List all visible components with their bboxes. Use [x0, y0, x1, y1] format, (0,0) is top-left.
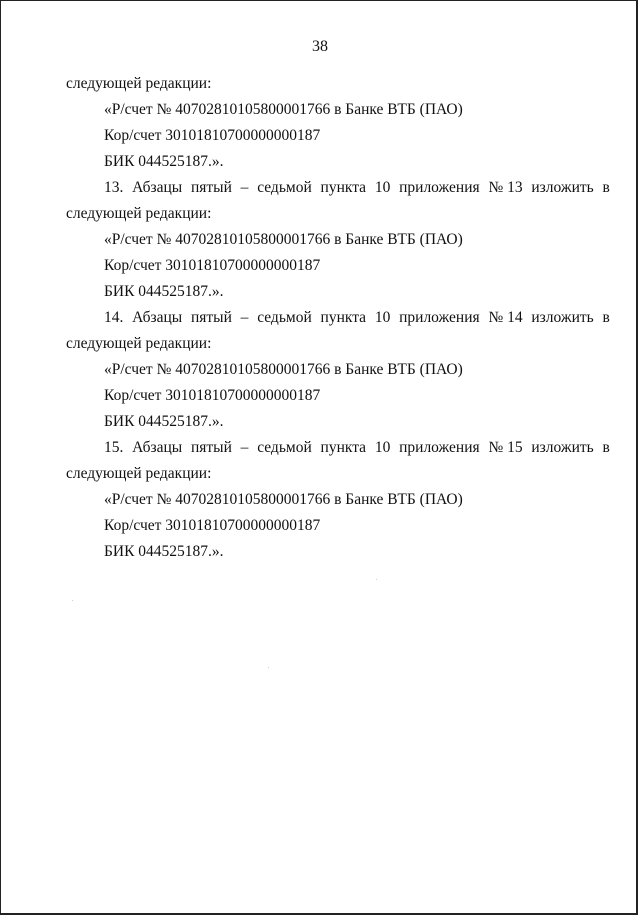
page-number: 38 [312, 38, 328, 55]
heading-word: пункта [320, 179, 367, 196]
corr-account-line: Кор/счет 30101810700000000187 [104, 127, 321, 144]
heading-word: изложить [531, 309, 594, 326]
bik-line: БИК 044525187.». [104, 283, 224, 300]
heading-word: 13. [104, 179, 124, 196]
heading-word: пункта [320, 309, 367, 326]
paragraph-14-heading [66, 305, 610, 331]
account-line: «Р/счет № 40702810105800001766 в Банке ВТБ (ПАО) [104, 361, 463, 378]
heading-word: 15. [104, 439, 124, 456]
corr-account-line: Кор/счет 30101810700000000187 [104, 387, 321, 404]
continuation-line: следующей редакции: [66, 205, 212, 222]
bik-line: БИК 044525187.». [104, 413, 224, 430]
heading-word: приложения [399, 179, 480, 196]
heading-word: в [602, 309, 610, 326]
heading-word: седьмой [257, 439, 312, 456]
account-line: «Р/счет № 40702810105800001766 в Банке ВТБ (ПАО) [104, 231, 463, 248]
scan-speck [376, 579, 377, 580]
heading-word: Абзацы [132, 439, 183, 456]
corr-account-line: Кор/счет 30101810700000000187 [104, 257, 321, 274]
heading-word: пятый [190, 439, 232, 456]
paragraph-13-heading [66, 175, 610, 201]
corr-account-line: Кор/счет 30101810700000000187 [104, 517, 321, 534]
paragraph-15-heading [66, 435, 610, 461]
bik-line: БИК 044525187.». [104, 543, 224, 560]
bik-line: БИК 044525187.». [104, 153, 224, 170]
heading-word: приложения [399, 439, 480, 456]
heading-word: в [602, 439, 610, 456]
heading-word: седьмой [257, 309, 312, 326]
heading-word: седьмой [257, 179, 312, 196]
scan-speck [268, 667, 269, 668]
intro-line: следующей редакции: [66, 75, 212, 92]
heading-word: – [240, 309, 249, 326]
account-line: «Р/счет № 40702810105800001766 в Банке ВТБ (ПАО) [104, 101, 463, 118]
heading-word: 10 [374, 309, 391, 326]
heading-word: Абзацы [132, 179, 183, 196]
continuation-line: следующей редакции: [66, 465, 212, 482]
document-body [66, 71, 610, 565]
continuation-line: следующей редакции: [66, 335, 212, 352]
heading-word: 10 [374, 439, 391, 456]
heading-word: 10 [374, 179, 391, 196]
heading-word: Абзацы [132, 309, 183, 326]
heading-word: – [240, 439, 249, 456]
heading-word: пункта [320, 439, 367, 456]
account-line: «Р/счет № 40702810105800001766 в Банке ВТБ (ПАО) [104, 491, 463, 508]
heading-word: – [240, 179, 249, 196]
heading-word: пятый [190, 309, 232, 326]
heading-word: 14. [104, 309, 124, 326]
heading-word: пятый [190, 179, 232, 196]
heading-word: в [602, 179, 610, 196]
heading-word: № 15 [488, 439, 523, 456]
heading-word: изложить [531, 179, 594, 196]
heading-word: изложить [531, 439, 594, 456]
heading-word: приложения [399, 309, 480, 326]
scan-speck [72, 600, 73, 601]
heading-word: № 14 [488, 309, 523, 326]
heading-word: № 13 [488, 179, 523, 196]
